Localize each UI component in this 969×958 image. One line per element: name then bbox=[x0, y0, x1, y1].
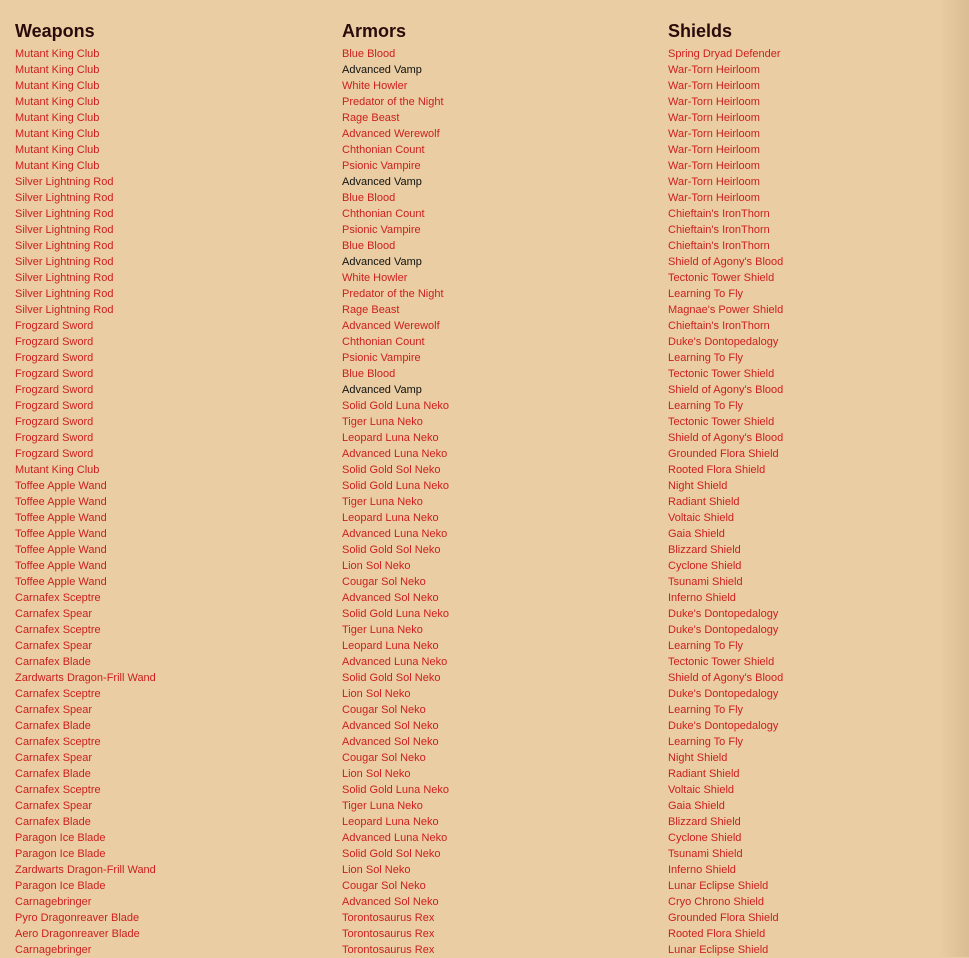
shield-link[interactable]: War-Torn Heirloom bbox=[668, 112, 760, 124]
weapon-link[interactable]: Carnafex Sceptre bbox=[15, 688, 101, 700]
weapon-link[interactable]: Mutant King Club bbox=[15, 64, 100, 76]
armor-link[interactable]: Lion Sol Neko bbox=[342, 768, 411, 780]
armor-link[interactable]: Psionic Vampire bbox=[342, 160, 421, 172]
shield-link[interactable]: Chieftain's IronThorn bbox=[668, 224, 770, 236]
shield-link[interactable]: Magnae's Power Shield bbox=[668, 304, 784, 316]
weapon-link[interactable]: Carnagebringer bbox=[15, 944, 92, 956]
weapon-link[interactable]: Pyro Dragonreaver Blade bbox=[15, 912, 140, 924]
weapon-link[interactable]: Aero Dragonreaver Blade bbox=[15, 928, 140, 940]
weapons-heading: Weapons bbox=[15, 21, 95, 41]
armor-link[interactable]: Cougar Sol Neko bbox=[342, 880, 426, 892]
armor-link[interactable]: Tiger Luna Neko bbox=[342, 800, 423, 812]
weapon-link[interactable]: Paragon Ice Blade bbox=[15, 848, 106, 860]
shield-link[interactable]: Tectonic Tower Shield bbox=[668, 656, 775, 668]
armor-link[interactable]: Advanced Sol Neko bbox=[342, 896, 439, 908]
weapon-link[interactable]: Carnafex Blade bbox=[15, 816, 91, 828]
armor-link[interactable]: Advanced Luna Neko bbox=[342, 448, 448, 460]
shield-link[interactable]: Rooted Flora Shield bbox=[668, 928, 766, 940]
weapon-link[interactable]: Silver Lightning Rod bbox=[15, 272, 114, 284]
shield-link[interactable]: Voltaic Shield bbox=[668, 512, 735, 524]
weapon-link[interactable]: Silver Lightning Rod bbox=[15, 224, 114, 236]
shield-link[interactable]: Night Shield bbox=[668, 480, 728, 492]
shield-link[interactable]: Learning To Fly bbox=[668, 288, 744, 300]
armor-link[interactable]: Torontosaurus Rex bbox=[342, 944, 435, 956]
shield-link[interactable]: Shield of Agony's Blood bbox=[668, 672, 784, 684]
armor-link[interactable]: Psionic Vampire bbox=[342, 224, 421, 236]
shield-link[interactable]: Duke's Dontopedalogy bbox=[668, 624, 779, 636]
shield-link[interactable]: Shield of Agony's Blood bbox=[668, 432, 784, 444]
weapon-link[interactable]: Mutant King Club bbox=[15, 128, 100, 140]
weapon-link[interactable]: Toffee Apple Wand bbox=[15, 528, 107, 540]
armor-link[interactable]: Advanced Vamp bbox=[342, 176, 422, 188]
armor-link[interactable]: Chthonian Count bbox=[342, 336, 425, 348]
armor-link[interactable]: Blue Blood bbox=[342, 240, 396, 252]
shield-link[interactable]: Tectonic Tower Shield bbox=[668, 272, 775, 284]
weapon-link[interactable]: Toffee Apple Wand bbox=[15, 544, 107, 556]
weapon-link[interactable]: Frogzard Sword bbox=[15, 336, 94, 348]
armor-link[interactable]: White Howler bbox=[342, 80, 408, 92]
shield-link[interactable]: Lunar Eclipse Shield bbox=[668, 880, 769, 892]
armor-link[interactable]: Solid Gold Luna Neko bbox=[342, 608, 450, 620]
weapon-link[interactable]: Mutant King Club bbox=[15, 160, 100, 172]
armor-link[interactable]: Leopard Luna Neko bbox=[342, 816, 439, 828]
weapon-link[interactable]: Carnafex Spear bbox=[15, 608, 93, 620]
shield-link[interactable]: Grounded Flora Shield bbox=[668, 912, 779, 924]
armor-link[interactable]: Predator of the Night bbox=[342, 288, 444, 300]
armor-link[interactable]: Tiger Luna Neko bbox=[342, 496, 423, 508]
armor-link[interactable]: Lion Sol Neko bbox=[342, 864, 411, 876]
weapon-link[interactable]: Silver Lightning Rod bbox=[15, 192, 114, 204]
shield-link[interactable]: Spring Dryad Defender bbox=[668, 48, 781, 60]
shield-link[interactable]: War-Torn Heirloom bbox=[668, 160, 760, 172]
armors-heading: Armors bbox=[342, 21, 407, 41]
weapon-link[interactable]: Carnagebringer bbox=[15, 896, 92, 908]
shields-heading: Shields bbox=[668, 21, 733, 41]
shield-link[interactable]: Inferno Shield bbox=[668, 864, 736, 876]
weapon-link[interactable]: Silver Lightning Rod bbox=[15, 240, 114, 252]
armor-link[interactable]: Blue Blood bbox=[342, 48, 396, 60]
armor-link[interactable]: Advanced Luna Neko bbox=[342, 832, 448, 844]
armor-link[interactable]: Chthonian Count bbox=[342, 208, 425, 220]
armors-list bbox=[342, 46, 642, 958]
shield-link[interactable]: Duke's Dontopedalogy bbox=[668, 336, 779, 348]
weapon-link[interactable]: Paragon Ice Blade bbox=[15, 832, 106, 844]
shield-link[interactable]: Radiant Shield bbox=[668, 496, 740, 508]
armor-link[interactable]: Advanced Werewolf bbox=[342, 128, 440, 140]
shield-link[interactable]: War-Torn Heirloom bbox=[668, 64, 760, 76]
armor-link[interactable]: Solid Gold Sol Neko bbox=[342, 544, 441, 556]
weapon-link[interactable]: Carnafex Sceptre bbox=[15, 624, 101, 636]
armor-link[interactable]: Rage Beast bbox=[342, 304, 400, 316]
shield-link[interactable]: Cyclone Shield bbox=[668, 560, 742, 572]
weapon-link[interactable]: Frogzard Sword bbox=[15, 448, 94, 460]
weapon-link[interactable]: Frogzard Sword bbox=[15, 320, 94, 332]
weapon-link[interactable]: Frogzard Sword bbox=[15, 384, 94, 396]
armor-link[interactable]: Torontosaurus Rex bbox=[342, 928, 435, 940]
armor-link[interactable]: Solid Gold Sol Neko bbox=[342, 672, 441, 684]
armor-link[interactable]: Advanced Sol Neko bbox=[342, 720, 439, 732]
weapon-link[interactable]: Zardwarts Dragon-Frill Wand bbox=[15, 672, 156, 684]
weapon-link[interactable]: Paragon Ice Blade bbox=[15, 880, 106, 892]
shield-link[interactable]: Duke's Dontopedalogy bbox=[668, 688, 779, 700]
shield-link[interactable]: Learning To Fly bbox=[668, 352, 744, 364]
weapon-link[interactable]: Frogzard Sword bbox=[15, 368, 94, 380]
armor-link[interactable]: Lion Sol Neko bbox=[342, 688, 411, 700]
shield-link[interactable]: Shield of Agony's Blood bbox=[668, 256, 784, 268]
shield-link[interactable]: Tsunami Shield bbox=[668, 576, 743, 588]
weapon-link[interactable]: Mutant King Club bbox=[15, 464, 100, 476]
shield-link[interactable]: Lunar Eclipse Shield bbox=[668, 944, 769, 956]
armor-link[interactable]: Solid Gold Sol Neko bbox=[342, 464, 441, 476]
shield-link[interactable]: Rooted Flora Shield bbox=[668, 464, 766, 476]
weapon-link[interactable]: Carnafex Blade bbox=[15, 720, 91, 732]
shield-link[interactable]: Chieftain's IronThorn bbox=[668, 240, 770, 252]
shield-link[interactable]: Learning To Fly bbox=[668, 400, 744, 412]
armor-link[interactable]: Solid Gold Luna Neko bbox=[342, 784, 450, 796]
shield-link[interactable]: War-Torn Heirloom bbox=[668, 144, 760, 156]
weapon-link[interactable]: Silver Lightning Rod bbox=[15, 208, 114, 220]
shield-link[interactable]: Tectonic Tower Shield bbox=[668, 368, 775, 380]
shields-list bbox=[668, 46, 968, 958]
armor-link[interactable]: Solid Gold Luna Neko bbox=[342, 400, 450, 412]
armor-link[interactable]: Advanced Vamp bbox=[342, 64, 422, 76]
shield-link[interactable]: Grounded Flora Shield bbox=[668, 448, 779, 460]
weapon-link[interactable]: Toffee Apple Wand bbox=[15, 496, 107, 508]
shield-link[interactable]: Chieftain's IronThorn bbox=[668, 320, 770, 332]
weapon-link[interactable]: Toffee Apple Wand bbox=[15, 576, 107, 588]
shield-link[interactable]: Duke's Dontopedalogy bbox=[668, 608, 779, 620]
armor-link[interactable]: Blue Blood bbox=[342, 368, 396, 380]
armor-link[interactable]: Advanced Vamp bbox=[342, 384, 422, 396]
shield-link[interactable]: War-Torn Heirloom bbox=[668, 80, 760, 92]
weapon-link[interactable]: Silver Lightning Rod bbox=[15, 288, 114, 300]
shield-link[interactable]: Gaia Shield bbox=[668, 528, 725, 540]
shield-link[interactable]: Duke's Dontopedalogy bbox=[668, 720, 779, 732]
shields-column bbox=[668, 20, 968, 958]
weapons-column bbox=[15, 20, 315, 958]
armor-link[interactable]: Blue Blood bbox=[342, 192, 396, 204]
armor-link[interactable]: White Howler bbox=[342, 272, 408, 284]
shield-link[interactable]: Chieftain's IronThorn bbox=[668, 208, 770, 220]
armor-link[interactable]: Rage Beast bbox=[342, 112, 400, 124]
weapon-link[interactable]: Zardwarts Dragon-Frill Wand bbox=[15, 864, 156, 876]
armor-link[interactable]: Chthonian Count bbox=[342, 144, 425, 156]
shield-link[interactable]: War-Torn Heirloom bbox=[668, 176, 760, 188]
weapon-link[interactable]: Frogzard Sword bbox=[15, 432, 94, 444]
armors-column bbox=[342, 20, 642, 958]
weapon-link[interactable]: Toffee Apple Wand bbox=[15, 512, 107, 524]
shield-link[interactable]: Cryo Chrono Shield bbox=[668, 896, 764, 908]
shield-link[interactable]: Blizzard Shield bbox=[668, 544, 741, 556]
weapon-link[interactable]: Silver Lightning Rod bbox=[15, 304, 114, 316]
armor-link[interactable]: Lion Sol Neko bbox=[342, 560, 411, 572]
weapon-link[interactable]: Carnafex Spear bbox=[15, 640, 93, 652]
weapon-link[interactable]: Silver Lightning Rod bbox=[15, 176, 114, 188]
armor-link[interactable]: Advanced Sol Neko bbox=[342, 736, 439, 748]
weapon-link[interactable]: Frogzard Sword bbox=[15, 352, 94, 364]
weapon-link[interactable]: Carnafex Blade bbox=[15, 768, 91, 780]
shield-link[interactable]: Night Shield bbox=[668, 752, 728, 764]
armor-link[interactable]: Advanced Vamp bbox=[342, 256, 422, 268]
shield-link[interactable]: Learning To Fly bbox=[668, 736, 744, 748]
armor-link[interactable]: Leopard Luna Neko bbox=[342, 640, 439, 652]
armor-link[interactable]: Solid Gold Luna Neko bbox=[342, 480, 450, 492]
weapon-link[interactable]: Carnafex Sceptre bbox=[15, 784, 101, 796]
weapon-link[interactable]: Frogzard Sword bbox=[15, 400, 94, 412]
weapon-link[interactable]: Mutant King Club bbox=[15, 144, 100, 156]
weapon-link[interactable]: Toffee Apple Wand bbox=[15, 560, 107, 572]
weapon-link[interactable]: Carnafex Spear bbox=[15, 800, 93, 812]
weapon-link[interactable]: Carnafex Sceptre bbox=[15, 592, 101, 604]
armor-link[interactable]: Advanced Werewolf bbox=[342, 320, 440, 332]
armor-link[interactable]: Cougar Sol Neko bbox=[342, 576, 426, 588]
shield-link[interactable]: War-Torn Heirloom bbox=[668, 192, 760, 204]
shield-link[interactable]: Radiant Shield bbox=[668, 768, 740, 780]
shield-link[interactable]: Cyclone Shield bbox=[668, 832, 742, 844]
armor-link[interactable]: Advanced Luna Neko bbox=[342, 656, 448, 668]
armor-link[interactable]: Tiger Luna Neko bbox=[342, 416, 423, 428]
armor-link[interactable]: Tiger Luna Neko bbox=[342, 624, 423, 636]
armor-link[interactable]: Cougar Sol Neko bbox=[342, 752, 426, 764]
weapon-link[interactable]: Carnafex Spear bbox=[15, 752, 93, 764]
shield-link[interactable]: Tsunami Shield bbox=[668, 848, 743, 860]
shield-link[interactable]: Inferno Shield bbox=[668, 592, 736, 604]
weapon-link[interactable]: Carnafex Blade bbox=[15, 656, 91, 668]
weapons-list bbox=[15, 46, 315, 958]
weapon-link[interactable]: Mutant King Club bbox=[15, 48, 100, 60]
weapon-link[interactable]: Mutant King Club bbox=[15, 112, 100, 124]
shield-link[interactable]: Shield of Agony's Blood bbox=[668, 384, 784, 396]
armor-link[interactable]: Advanced Sol Neko bbox=[342, 592, 439, 604]
armor-link[interactable]: Leopard Luna Neko bbox=[342, 512, 439, 524]
shield-link[interactable]: War-Torn Heirloom bbox=[668, 96, 760, 108]
armor-link[interactable]: Torontosaurus Rex bbox=[342, 912, 435, 924]
weapon-link[interactable]: Toffee Apple Wand bbox=[15, 480, 107, 492]
weapon-link[interactable]: Frogzard Sword bbox=[15, 416, 94, 428]
shield-link[interactable]: Learning To Fly bbox=[668, 640, 744, 652]
armor-link[interactable]: Predator of the Night bbox=[342, 96, 444, 108]
armor-link[interactable]: Leopard Luna Neko bbox=[342, 432, 439, 444]
armor-link[interactable]: Solid Gold Sol Neko bbox=[342, 848, 441, 860]
shield-link[interactable]: Blizzard Shield bbox=[668, 816, 741, 828]
armor-link[interactable]: Psionic Vampire bbox=[342, 352, 421, 364]
shield-link[interactable]: War-Torn Heirloom bbox=[668, 128, 760, 140]
armor-link[interactable]: Cougar Sol Neko bbox=[342, 704, 426, 716]
weapon-link[interactable]: Silver Lightning Rod bbox=[15, 256, 114, 268]
shield-link[interactable]: Voltaic Shield bbox=[668, 784, 735, 796]
shield-link[interactable]: Gaia Shield bbox=[668, 800, 725, 812]
shield-link[interactable]: Learning To Fly bbox=[668, 704, 744, 716]
weapon-link[interactable]: Mutant King Club bbox=[15, 80, 100, 92]
armor-link[interactable]: Advanced Luna Neko bbox=[342, 528, 448, 540]
weapon-link[interactable]: Mutant King Club bbox=[15, 96, 100, 108]
weapon-link[interactable]: Carnafex Sceptre bbox=[15, 736, 101, 748]
weapon-link[interactable]: Carnafex Spear bbox=[15, 704, 93, 716]
shield-link[interactable]: Tectonic Tower Shield bbox=[668, 416, 775, 428]
